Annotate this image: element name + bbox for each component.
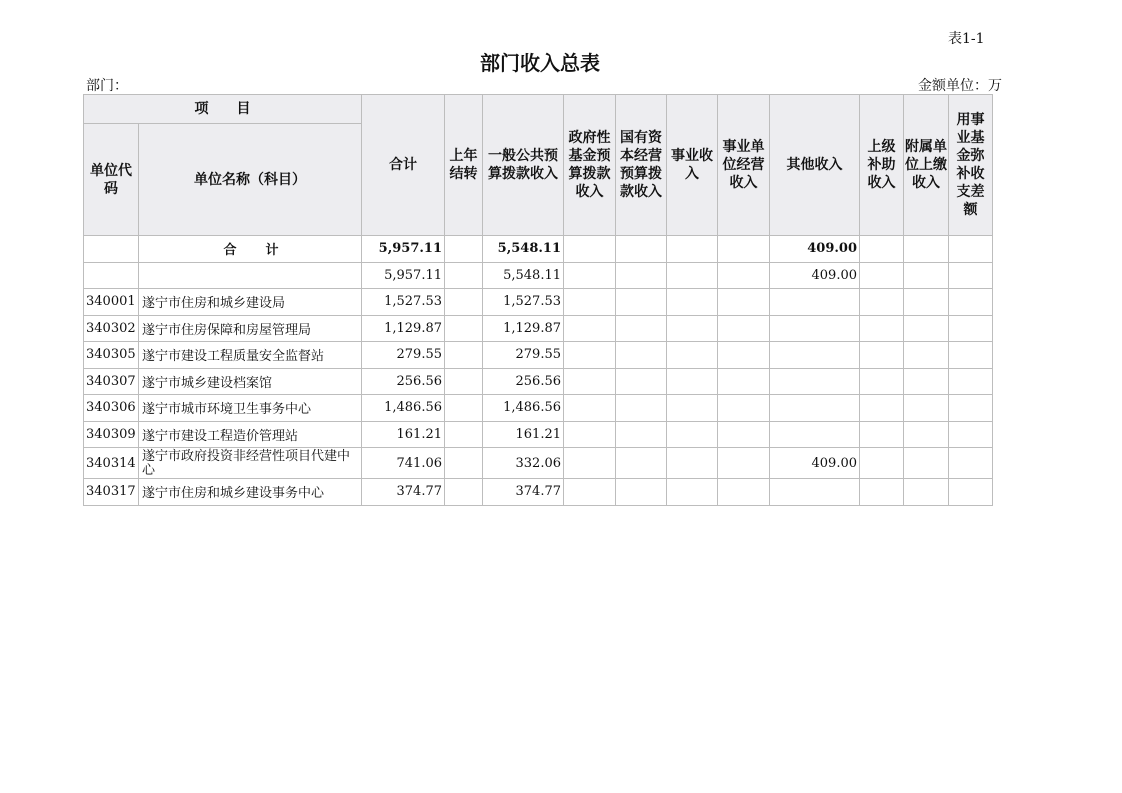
table-cell-value: [667, 421, 718, 448]
table-cell-value: [564, 315, 616, 342]
table-cell-value: 741.06: [362, 448, 445, 479]
table-cell-value: [445, 368, 483, 395]
table-cell-value: [860, 289, 904, 316]
table-cell-value: [860, 368, 904, 395]
table-cell-value: [860, 262, 904, 289]
table-cell-value: 5,957.11: [362, 262, 445, 289]
table-cell-value: 1,129.87: [483, 315, 564, 342]
table-cell-value: [770, 421, 860, 448]
table-cell-value: 279.55: [483, 342, 564, 369]
department-label: 部门：: [86, 78, 128, 94]
table-cell-value: [770, 315, 860, 342]
header-unit-code: 单位代码: [84, 124, 139, 236]
table-cell-value: [667, 262, 718, 289]
table-cell-value: [904, 448, 949, 479]
table-cell-code: 340302: [84, 315, 139, 342]
table-cell-value: [667, 368, 718, 395]
table-cell-value: 279.55: [362, 342, 445, 369]
table-cell-value: [616, 262, 667, 289]
table-cell-value: [718, 421, 770, 448]
table-cell-value: [904, 236, 949, 263]
table-cell-value: [770, 368, 860, 395]
header-col-operating-income: 事业单位经营收入: [718, 95, 770, 236]
table-cell-value: [904, 479, 949, 506]
table-row: [84, 395, 993, 422]
table-cell-value: [564, 448, 616, 479]
table-cell-value: 409.00: [770, 236, 860, 263]
table-cell-name: [139, 262, 362, 289]
table-cell-value: [445, 262, 483, 289]
table-cell-value: 374.77: [483, 479, 564, 506]
table-cell-value: [667, 342, 718, 369]
table-cell-value: [564, 289, 616, 316]
table-cell-value: [904, 421, 949, 448]
table-cell-name: 遂宁市住房保障和房屋管理局: [139, 315, 362, 342]
header-col-business-income: 事业收入: [667, 95, 718, 236]
table-cell-value: [616, 479, 667, 506]
table-cell-value: [616, 315, 667, 342]
table-cell-value: [616, 289, 667, 316]
table-cell-value: [445, 236, 483, 263]
header-col-total: 合计: [362, 95, 445, 236]
amount-unit-label: 金额单位：万: [918, 78, 1002, 94]
table-cell-value: 256.56: [483, 368, 564, 395]
table-cell-value: [949, 421, 993, 448]
header-item-group: 项 目: [84, 95, 362, 124]
header-col-affiliated-remit: 附属单位上缴收入: [904, 95, 949, 236]
header-col-superior-subsidy: 上级补助收入: [860, 95, 904, 236]
table-cell-code: 340305: [84, 342, 139, 369]
table-cell-value: [904, 342, 949, 369]
table-cell-value: 5,548.11: [483, 262, 564, 289]
table-cell-value: 1,486.56: [483, 395, 564, 422]
table-cell-value: [564, 395, 616, 422]
table-cell-value: [770, 479, 860, 506]
table-cell-value: [860, 479, 904, 506]
table-cell-code: 340307: [84, 368, 139, 395]
table-cell-value: [564, 479, 616, 506]
table-cell-value: [616, 421, 667, 448]
table-cell-value: [718, 289, 770, 316]
table-cell-value: [718, 368, 770, 395]
table-row: [84, 315, 993, 342]
table-cell-value: [949, 448, 993, 479]
table-cell-value: 1,129.87: [362, 315, 445, 342]
table-cell-value: [860, 448, 904, 479]
table-cell-value: [718, 342, 770, 369]
table-cell-value: [904, 315, 949, 342]
table-cell-value: 5,548.11: [483, 236, 564, 263]
table-cell-value: [667, 479, 718, 506]
table-row-total: [84, 236, 993, 263]
table-cell-value: [718, 479, 770, 506]
table-cell-value: [718, 262, 770, 289]
table-cell-value: [445, 342, 483, 369]
table-cell-value: [667, 315, 718, 342]
table-row: [84, 289, 993, 316]
table-cell-name: 遂宁市住房和城乡建设事务中心: [139, 479, 362, 506]
table-cell-value: [949, 289, 993, 316]
table-cell-name: 遂宁市城市环境卫生事务中心: [139, 395, 362, 422]
table-cell-value: [445, 395, 483, 422]
table-cell-code: 340317: [84, 479, 139, 506]
table-cell-code: 340314: [84, 448, 139, 479]
table-cell-value: [860, 315, 904, 342]
table-cell-value: [667, 236, 718, 263]
table-cell-value: [667, 289, 718, 316]
table-cell-value: [718, 315, 770, 342]
table-cell-code: 340306: [84, 395, 139, 422]
table-cell-value: 1,486.56: [362, 395, 445, 422]
table-cell-value: [718, 448, 770, 479]
table-cell-value: [445, 289, 483, 316]
table-cell-value: [904, 368, 949, 395]
table-row: [84, 479, 993, 506]
table-cell-value: [616, 342, 667, 369]
table-cell-name: 遂宁市政府投资非经营性项目代建中心: [139, 448, 362, 479]
header-unit-name: 单位名称（科目）: [139, 124, 362, 236]
table-cell-value: 161.21: [483, 421, 564, 448]
table-cell-value: [860, 236, 904, 263]
table-cell-value: [860, 421, 904, 448]
table-cell-value: [770, 289, 860, 316]
table-cell-name: 合 计: [139, 236, 362, 263]
table-row: [84, 421, 993, 448]
table-cell-value: 1,527.53: [483, 289, 564, 316]
table-cell-value: [949, 368, 993, 395]
header-col-other-income: 其他收入: [770, 95, 860, 236]
table-cell-value: [949, 479, 993, 506]
table-cell-value: [860, 342, 904, 369]
table-cell-value: [904, 262, 949, 289]
table-cell-value: [564, 368, 616, 395]
table-cell-value: [860, 395, 904, 422]
table-row: [84, 262, 993, 289]
table-cell-value: [616, 448, 667, 479]
table-cell-value: [949, 262, 993, 289]
table-cell-value: [949, 315, 993, 342]
table-cell-value: [445, 479, 483, 506]
table-row: [84, 368, 993, 395]
header-col-fund-balance: 用事业基金弥补收支差额: [949, 95, 993, 236]
table-cell-name: 遂宁市住房和城乡建设局: [139, 289, 362, 316]
table-cell-value: 1,527.53: [362, 289, 445, 316]
table-cell-value: [667, 395, 718, 422]
table-cell-value: [904, 289, 949, 316]
table-cell-value: [667, 448, 718, 479]
table-cell-value: [949, 236, 993, 263]
table-cell-code: [84, 262, 139, 289]
header-col-state-capital: 国有资本经营预算拨款收入: [616, 95, 667, 236]
table-cell-name: 遂宁市建设工程质量安全监督站: [139, 342, 362, 369]
table-cell-value: [770, 342, 860, 369]
page-title: 部门收入总表: [480, 51, 600, 75]
table-cell-value: [564, 236, 616, 263]
table-cell-value: [904, 395, 949, 422]
header-col-carryover: 上年结转: [445, 95, 483, 236]
table-cell-value: [949, 342, 993, 369]
table-cell-value: 161.21: [362, 421, 445, 448]
table-cell-value: [616, 395, 667, 422]
table-cell-value: [445, 448, 483, 479]
table-cell-value: [564, 421, 616, 448]
table-cell-name: 遂宁市建设工程造价管理站: [139, 421, 362, 448]
table-cell-name: 遂宁市城乡建设档案馆: [139, 368, 362, 395]
form-code: 表1-1: [948, 31, 985, 47]
table-cell-value: 374.77: [362, 479, 445, 506]
table-cell-value: [616, 236, 667, 263]
table-cell-value: [564, 342, 616, 369]
header-col-gov-fund: 政府性基金预算拨款收入: [564, 95, 616, 236]
table-cell-value: [718, 395, 770, 422]
table-cell-value: 332.06: [483, 448, 564, 479]
table-cell-value: [949, 395, 993, 422]
table-cell-code: 340001: [84, 289, 139, 316]
table-row: [84, 448, 993, 479]
table-cell-value: [445, 421, 483, 448]
table-cell-value: 409.00: [770, 448, 860, 479]
header-col-general-budget: 一般公共预算拨款收入: [483, 95, 564, 236]
table-cell-code: 340309: [84, 421, 139, 448]
table-cell-value: [445, 315, 483, 342]
table-cell-value: [564, 262, 616, 289]
table-cell-value: 409.00: [770, 262, 860, 289]
table-cell-code: [84, 236, 139, 263]
income-summary-table: [83, 94, 993, 506]
table-cell-value: 256.56: [362, 368, 445, 395]
table-cell-value: 5,957.11: [362, 236, 445, 263]
table-cell-value: [718, 236, 770, 263]
table-cell-value: [770, 395, 860, 422]
table-row: [84, 342, 993, 369]
table-cell-value: [616, 368, 667, 395]
